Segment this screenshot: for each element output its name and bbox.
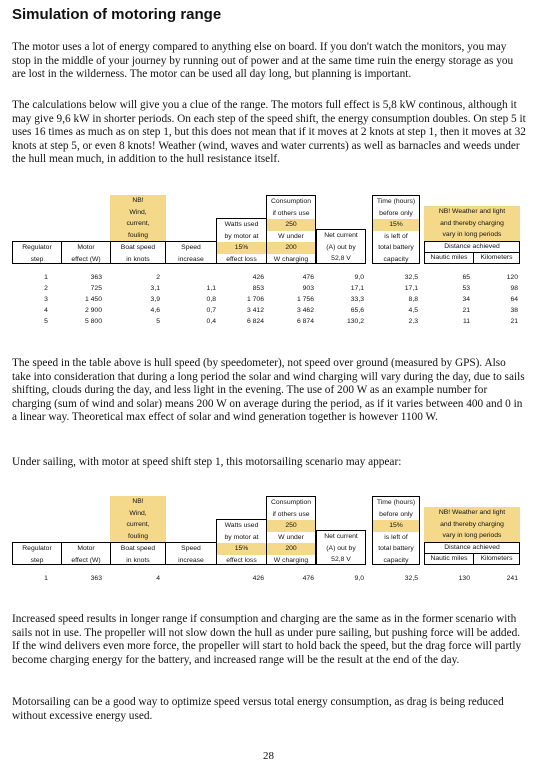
table-cell: 17,1	[350, 285, 364, 292]
table-cell: 426	[252, 274, 264, 281]
header-nb-wind: NB! Wind, current, fouling	[110, 496, 166, 542]
table-cell: 241	[506, 575, 518, 582]
table-cell: 1,1	[206, 285, 216, 292]
table-cell: 3,9	[150, 296, 160, 303]
table-cell: 1 706	[246, 296, 264, 303]
table-cell: 11	[462, 318, 470, 325]
header-distance: Distance achieved	[424, 241, 520, 253]
range-table-motoring	[12, 195, 526, 335]
header-consumption: Consumption if others use 250 W under 200 W charging	[266, 496, 316, 565]
table-cell: 2 900	[84, 307, 102, 314]
paragraph-intro: The motor uses a lot of energy compared to anything else on board. If you don't watch the monitors, you may stop in the middle of your journey by running out of power and at the same time ruin the energy storage as you are lost in the wilderness. The motor can be used all day long, but planning is important.	[12, 41, 514, 81]
header-consumption: Consumption if others use 250 W under 200 W charging	[266, 195, 316, 264]
table-cell: 476	[302, 575, 314, 582]
header-nautic-miles: Nautic miles	[424, 252, 474, 264]
table-cell: 426	[252, 575, 264, 582]
table-cell: 363	[90, 274, 102, 281]
header-speed-increase: Speed increase	[165, 241, 217, 264]
table-cell: 5 800	[84, 318, 102, 325]
page-title: Simulation of motoring range	[12, 6, 222, 23]
table-cell: 2	[44, 285, 48, 292]
header-speed-increase: Speed increase	[165, 542, 217, 565]
table-cell: 130,2	[346, 318, 364, 325]
table-cell: 0,8	[206, 296, 216, 303]
header-motor-effect: Motor effect (W)	[61, 542, 111, 565]
header-motor-effect: Motor effect (W)	[61, 241, 111, 264]
header-time: Time (hours) before only 15% is left of total battery capacity	[372, 195, 420, 264]
table-cell: 33,3	[350, 296, 364, 303]
table-cell: 9,0	[354, 274, 364, 281]
header-kilometers: Kilometers	[473, 252, 520, 264]
table-cell: 17,1	[404, 285, 418, 292]
header-weather-note: NB! Weather and light and thereby charging vary in long periods	[424, 507, 520, 542]
table-cell: 5	[156, 318, 160, 325]
table-cell: 2	[156, 274, 160, 281]
table-cell: 903	[302, 285, 314, 292]
table-cell: 53	[462, 285, 470, 292]
header-time: Time (hours) before only 15% is left of total battery capacity	[372, 496, 420, 565]
paragraph-motorsailing: Motorsailing can be a good way to optimize speed versus total energy consumption, as drag is being reduced without excessive energy used.	[12, 696, 504, 722]
header-distance: Distance achieved	[424, 542, 520, 554]
header-nb-wind: NB! Wind, current, fouling	[110, 195, 166, 241]
table-cell: 0,7	[206, 307, 216, 314]
table-cell: 32,5	[404, 575, 418, 582]
table-cell: 64	[510, 296, 518, 303]
header-regulator: Regulator step	[12, 542, 62, 565]
table-cell: 21	[462, 307, 470, 314]
table-cell: 98	[510, 285, 518, 292]
table-cell: 6 824	[246, 318, 264, 325]
header-boat-speed: Boat speed in knots	[110, 542, 166, 565]
table-cell: 363	[90, 575, 102, 582]
header-boat-speed: Boat speed in knots	[110, 241, 166, 264]
page-number: 28	[263, 750, 274, 762]
header-nautic-miles: Nautic miles	[424, 553, 474, 565]
table-cell: 34	[462, 296, 470, 303]
header-net-current: Net current (A) out by 52,8 V	[316, 530, 366, 565]
table-cell: 853	[252, 285, 264, 292]
table-cell: 4,6	[150, 307, 160, 314]
header-net-current: Net current (A) out by 52,8 V	[316, 229, 366, 264]
paragraph-calculations: The calculations below will give you a clue of the range. The motors full effect is 5,8 kW continous, although it may give 9,6 kW in shorter periods. On each step of the speed shift, the energy consumption doubles. On step 5 it uses 16 times as much as on step 1, but this does not mean that if it moves at 2 knots at step 1, then it moves at 32 knots at step 5, or even 8 knots! Weather (wind, waves and water currents) as well as barnacles and weeds under the hull mean much, in addition to the hull resistance itself.	[12, 99, 526, 166]
table-cell: 1 756	[296, 296, 314, 303]
header-watts-used: Watts used by motor at 15% effect loss	[216, 519, 267, 565]
table-cell: 1	[44, 274, 48, 281]
table-cell: 6 874	[296, 318, 314, 325]
paragraph-speed-note: The speed in the table above is hull speed (by speedometer), not speed over ground (measured by GPS). Also take into consideration that during a long period the solar and wind charging will vary during the day, due to sails shifting, clouds during the day, and less light in the evening. The use of 200 W as an example number for charging (sum of wind and solar) means 200 W on average during the period, as if it varies between 400 and 0 in a linear way. Theoretical max effect of solar and wind generation together is however 1100 W.	[12, 357, 525, 424]
header-regulator: Regulator step	[12, 241, 62, 264]
table-cell: 3 462	[296, 307, 314, 314]
table-cell: 130	[458, 575, 470, 582]
table-cell: 8,8	[408, 296, 418, 303]
table-cell: 38	[510, 307, 518, 314]
paragraph-sailing-intro: Under sailing, with motor at speed shift step 1, this motorsailing scenario may appear:	[12, 456, 402, 468]
table-cell: 725	[90, 285, 102, 292]
table-cell: 1 450	[84, 296, 102, 303]
table-cell: 120	[506, 274, 518, 281]
table-cell: 4	[44, 307, 48, 314]
header-kilometers: Kilometers	[473, 553, 520, 565]
table-cell: 65	[462, 274, 470, 281]
header-watts-used: Watts used by motor at 15% effect loss	[216, 218, 267, 264]
header-weather-note: NB! Weather and light and thereby charging vary in long periods	[424, 206, 520, 241]
table-cell: 476	[302, 274, 314, 281]
table-cell: 65,6	[350, 307, 364, 314]
table-cell: 21	[510, 318, 518, 325]
table-cell: 3	[44, 296, 48, 303]
table-cell: 3 412	[246, 307, 264, 314]
range-table-motorsailing	[12, 496, 526, 586]
table-cell: 1	[44, 575, 48, 582]
table-cell: 2,3	[408, 318, 418, 325]
table-cell: 4	[156, 575, 160, 582]
table-cell: 4,5	[408, 307, 418, 314]
table-cell: 3,1	[150, 285, 160, 292]
table-cell: 0,4	[206, 318, 216, 325]
paragraph-increased-speed: Increased speed results in longer range if consumption and charging are the same as in the former scenario with sails not in use. The propeller will not slow down the hull as under pure sailing, but pushing force will be added. If the wind delivers even more force, the propeller will start to hold back the speed, but the drag force will partly become charging energy for the battery, and increased range will be the result at the end of the day.	[12, 613, 522, 666]
table-cell: 5	[44, 318, 48, 325]
table-cell: 32,5	[404, 274, 418, 281]
table-cell: 9,0	[354, 575, 364, 582]
